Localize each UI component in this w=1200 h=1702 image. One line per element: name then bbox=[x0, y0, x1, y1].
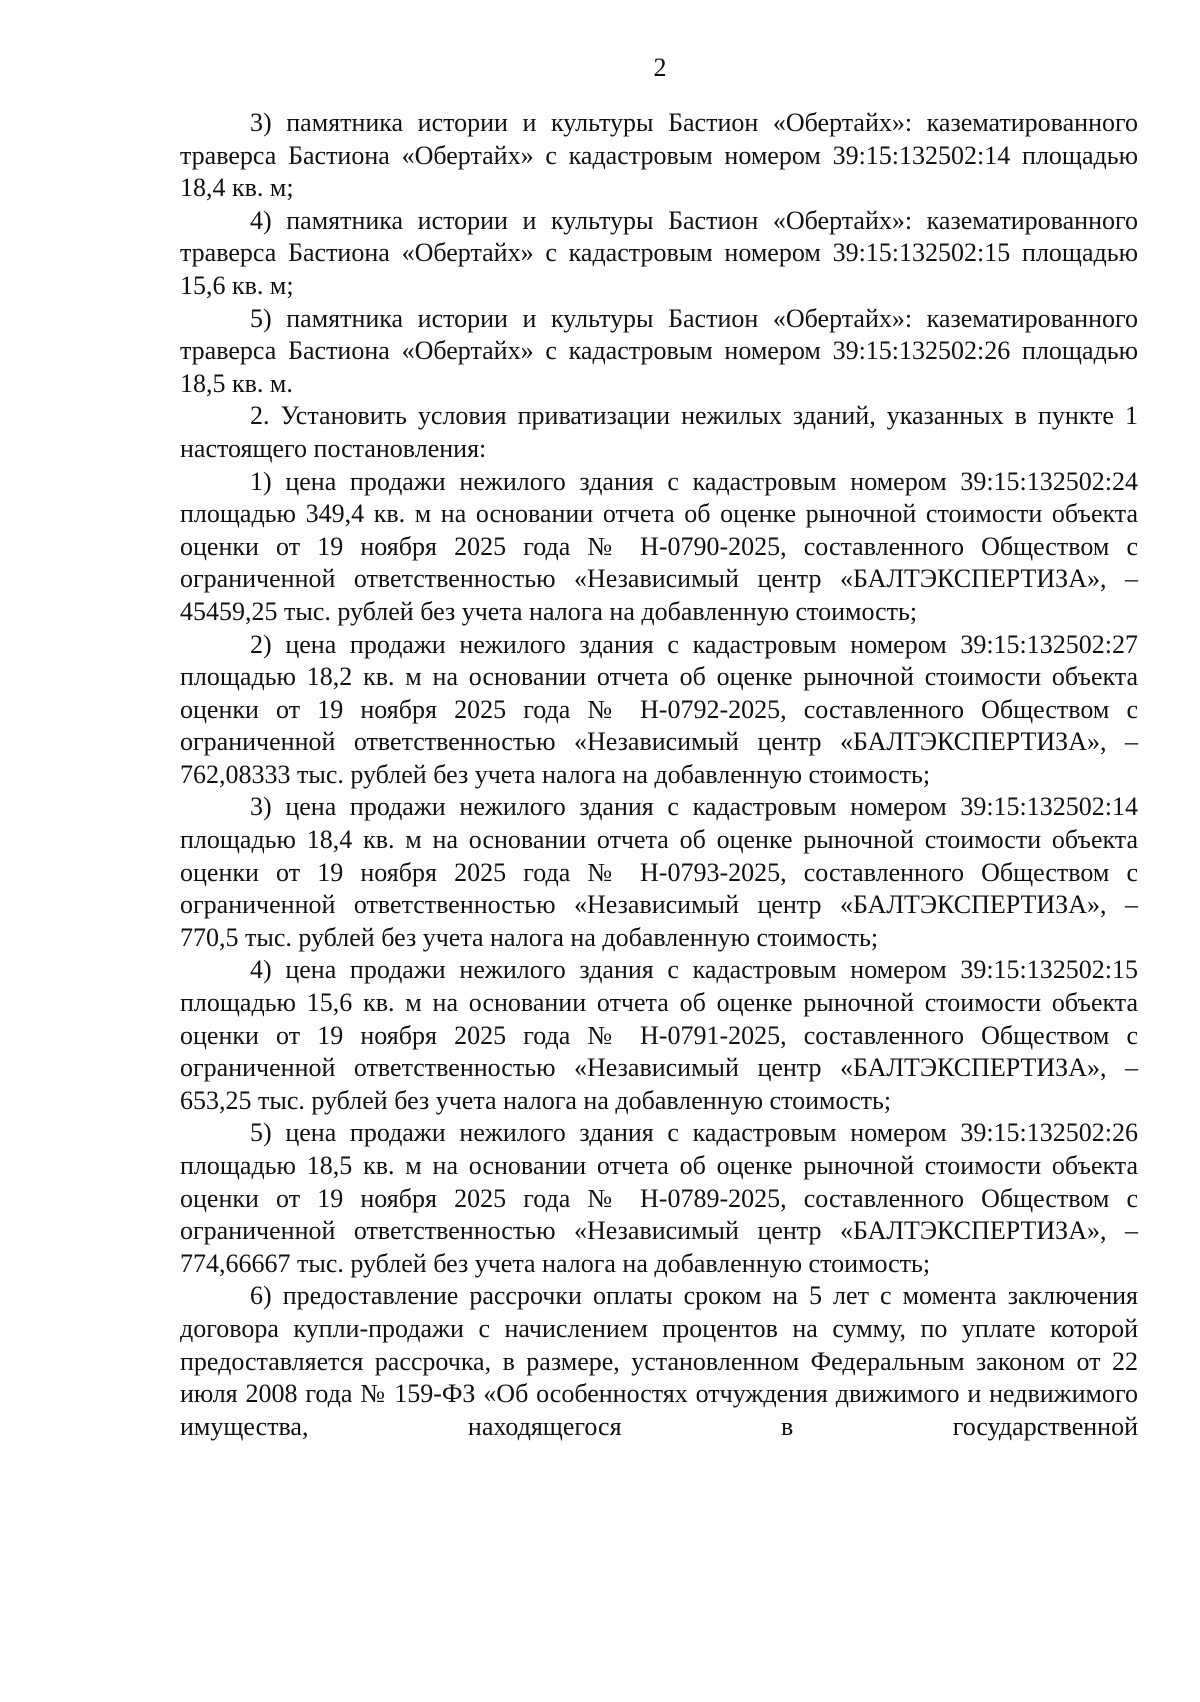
paragraph-price-4: 4) цена продажи нежилого здания с кадастровым номером 39:15:132502:15 площадью 15,6 кв. м на основании отчета об оценке рыночной стоимости объекта оценки от 19 ноября 2025 года № Н-0791-2025, составленного Обществом с ограниченной ответственностью «Независимый центр «БАЛТЭКСПЕРТИЗА», – 653,25 тыс. рублей без учета налога на добавленную стоимость; bbox=[180, 955, 1138, 1115]
document-body bbox=[180, 107, 1138, 1443]
paragraph-price-5: 5) цена продажи нежилого здания с кадастровым номером 39:15:132502:26 площадью 18,5 кв. м на основании отчета об оценке рыночной стоимости объекта оценки от 19 ноября 2025 года № Н-0789-2025, составленного Обществом с ограниченной ответственностью «Независимый центр «БАЛТЭКСПЕРТИЗА», – 774,66667 тыс. рублей без учета налога на добавленную стоимость; bbox=[180, 1118, 1138, 1278]
paragraph-section-2-heading: 2. Установить условия приватизации нежилых зданий, указанных в пункте 1 настоящего постановления: bbox=[180, 401, 1138, 463]
paragraph-installment-6: 6) предоставление рассрочки оплаты сроком на 5 лет с момента заключения договора купли-продажи с начислением процентов на сумму, по уплате которой предоставляется рассрочка, в размере, установленном Федеральным законом от 22 июля 2008 года № 159-ФЗ «Об особенностях отчуждения движимого и недвижимого имущества, находящегося в государственной bbox=[180, 1281, 1138, 1441]
paragraph-price-1: 1) цена продажи нежилого здания с кадастровым номером 39:15:132502:24 площадью 349,4 кв. м на основании отчета об оценке рыночной стоимости объекта оценки от 19 ноября 2025 года № Н-0790-2025, составленного Обществом с ограниченной ответственностью «Независимый центр «БАЛТЭКСПЕРТИЗА», – 45459,25 тыс. рублей без учета налога на добавленную стоимость; bbox=[180, 466, 1138, 626]
paragraph-price-3: 3) цена продажи нежилого здания с кадастровым номером 39:15:132502:14 площадью 18,4 кв. м на основании отчета об оценке рыночной стоимости объекта оценки от 19 ноября 2025 года № Н-0793-2025, составленного Обществом с ограниченной ответственностью «Независимый центр «БАЛТЭКСПЕРТИЗА», – 770,5 тыс. рублей без учета налога на добавленную стоимость; bbox=[180, 792, 1138, 952]
paragraph-item-3-monument: 3) памятника истории и культуры Бастион «Обертайх»: казематированного траверса Бастиона «Обертайх» с кадастровым номером 39:15:132502:14 площадью 18,4 кв. м; bbox=[180, 108, 1138, 203]
paragraph-price-2: 2) цена продажи нежилого здания с кадастровым номером 39:15:132502:27 площадью 18,2 кв. м на основании отчета об оценке рыночной стоимости объекта оценки от 19 ноября 2025 года № Н-0792-2025, составленного Обществом с ограниченной ответственностью «Независимый центр «БАЛТЭКСПЕРТИЗА», – 762,08333 тыс. рублей без учета налога на добавленную стоимость; bbox=[180, 629, 1138, 789]
paragraph-item-5-monument: 5) памятника истории и культуры Бастион «Обертайх»: казематированного траверса Бастиона «Обертайх» с кадастровым номером 39:15:132502:26 площадью 18,5 кв. м. bbox=[180, 303, 1138, 398]
paragraph-item-4-monument: 4) памятника истории и культуры Бастион «Обертайх»: казематированного траверса Бастиона «Обертайх» с кадастровым номером 39:15:132502:15 площадью 15,6 кв. м; bbox=[180, 205, 1138, 300]
page-number: 2 bbox=[653, 53, 667, 82]
